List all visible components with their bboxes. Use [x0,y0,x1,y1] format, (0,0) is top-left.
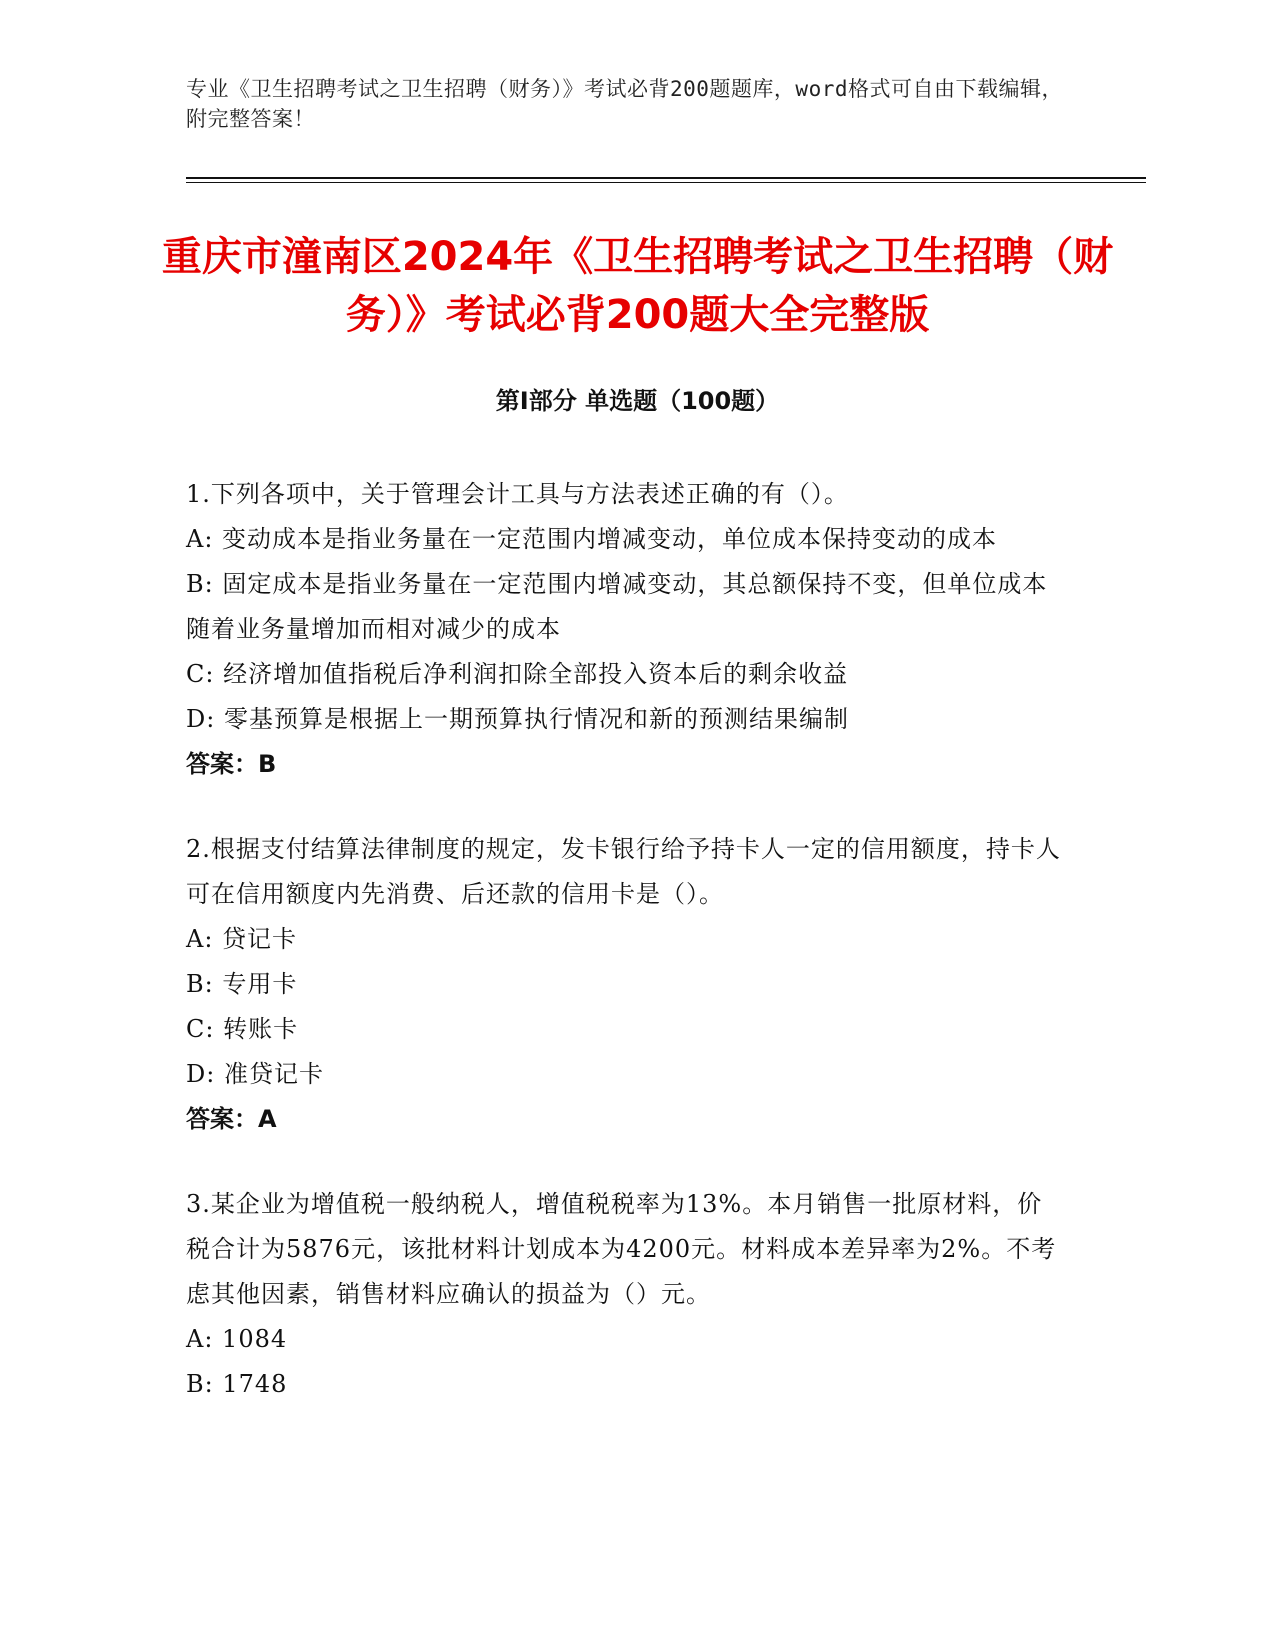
question-option: D: 零基预算是根据上一期预算执行情况和新的预测结果编制 [186,705,849,733]
document-title: 重庆市潼南区2024年《卫生招聘考试之卫生招聘（财务）》考试必背200题大全完整版 [161,234,1114,338]
question-item [186,1182,1066,1407]
section-heading: 第I部分 单选题（100题） [495,387,780,415]
header-note: 专业《卫生招聘考试之卫生招聘（财务）》考试必背200题题库，word格式可自由下载编辑，附完整答案！ [186,77,1063,131]
question-option: C: 转账卡 [186,1015,299,1043]
header-divider [186,177,1146,179]
question-option: B: 专用卡 [186,970,298,998]
question-item [186,827,1066,1142]
question-stem: 3.某企业为增值税一般纳税人，增值税税率为13%。本月销售一批原材料，价税合计为5876元，该批材料计划成本为4200元。材料成本差异率为2%。不考虑其他因素，销售材料应确认的损益为（）元。 [186,1190,1057,1308]
question-option: A: 变动成本是指业务量在一定范围内增减变动，单位成本保持变动的成本 [186,525,998,553]
question-stem: 2.根据支付结算法律制度的规定，发卡银行给予持卡人一定的信用额度，持卡人可在信用额度内先消费、后还款的信用卡是（）。 [186,835,1061,908]
question-answer: 答案：A [186,1105,277,1133]
question-item [186,472,1066,787]
question-answer: 答案：B [186,750,277,778]
header-divider-thin [186,182,1146,183]
question-list [186,472,1066,1447]
question-option: C: 经济增加值指税后净利润扣除全部投入资本后的剩余收益 [186,660,849,688]
question-option: B: 1748 [186,1370,288,1398]
question-option: D: 准贷记卡 [186,1060,324,1088]
question-option: A: 贷记卡 [186,925,298,953]
question-option: B: 固定成本是指业务量在一定范围内增减变动，其总额保持不变，但单位成本随着业务量增加而相对减少的成本 [186,570,1048,643]
question-option: A: 1084 [186,1325,288,1353]
question-stem: 1.下列各项中，关于管理会计工具与方法表述正确的有（）。 [186,480,849,508]
